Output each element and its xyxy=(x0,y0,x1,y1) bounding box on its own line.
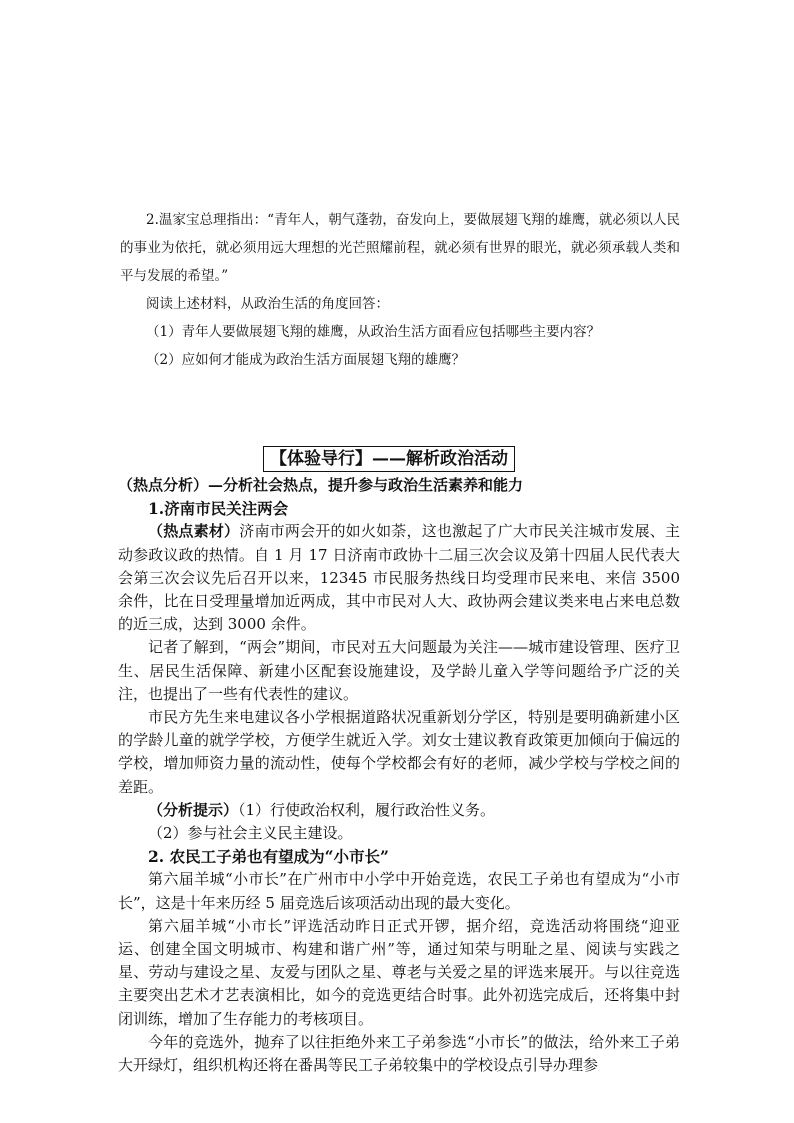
hotspot1-para2: 记者了解到，“两会”期间，市民对五大问题最为关注——城市建设管理、医疗卫生、居民生活保障、新建小区配套设施建设，及学龄儿童入学等问题给予广泛的关注，也提出了一些有代表性的建议。 xyxy=(118,638,680,703)
hotspot2-para3: 今年的竞选外，抛弃了以往拒绝外来工子弟参选“小市长”的做法，给外来工子弟大开绿灯，组织机构还将在番禺等民工子弟较集中的学校设点引导办理参 xyxy=(118,1032,680,1075)
analysis-label: （分析提示） xyxy=(148,800,239,819)
question-instruction: 阅读上述材料，从政治生活的角度回答： xyxy=(146,296,389,312)
material-label: （热点素材） xyxy=(148,522,240,541)
analysis-point-1: （1）行使政治权利，履行政治性义务。 xyxy=(238,800,496,819)
hotspot2-para2: 第六届羊城“小市长”评选活动昨日正式开锣，据介绍，竞选活动将围绕“迎亚运、创建全国文明城市、构建和谐广州”等，通过知荣与明耻之星、阅读与实践之星、劳动与建设之星、友爱与团队之星、尊老与关爱之星的评选来展开。与以往竞选主要突出艺术才艺表演相比，如今的竞选更结合时事。此外初选完成后，还将集中封闭训练，增加了生存能力的考核项目。 xyxy=(118,916,680,1028)
question-sub-2: （2）应如何才能成为政治生活方面展翅飞翔的雄鹰？ xyxy=(146,352,466,368)
hotspot2-para1: 第六届羊城“小市长”在广州市中小学中开始竞选，农民工子弟也有望成为“小市长”，这是十年来历经 5 届竞选后该项活动出现的最大变化。 xyxy=(118,870,680,912)
hotspot1-analysis xyxy=(118,799,680,822)
hotspot1-material xyxy=(118,520,680,636)
analysis-point-2: （2）参与社会主义民主建设。 xyxy=(148,824,353,843)
section-title: 【体验导行】——解析政治活动 xyxy=(263,446,515,472)
hotspot1-heading: 1.济南市民关注两会 xyxy=(148,499,289,519)
hotspot2-heading: 2. 农民工子弟也有望成为“小市长” xyxy=(148,847,389,867)
question-block xyxy=(120,206,680,374)
material-text: 济南市两会开的如火如荼，这也激起了广大市民关注城市发展、主动参政议政的热情。自 1 月 17 日济南市政协十二届三次会议及第十四届人民代表大会第三次会议先后召开以来，12345 市民服务热线日均受理市民来电、来信 3500 余件，比在日受理量增加近两成，其中市民对人大、政协两会建议类来电占来电总数的近三成，达到 3000 余件。 xyxy=(118,522,680,634)
section-subtitle: （热点分析）—分析社会热点，提升参与政治生活素养和能力 xyxy=(118,476,524,494)
question-sub-1: （1）青年人要做展翅飞翔的雄鹰，从政治生活方面看应包括哪些主要内容？ xyxy=(146,324,601,340)
article-body xyxy=(118,474,680,1077)
question-paragraph: 2.温家宝总理指出：“青年人，朝气蓬勃，奋发向上，要做展翅飞翔的雄鹰，就必须以人民的事业为依托，就必须用远大理想的光芒照耀前程，就必须有世界的眼光，就必须承载人类和平与发展的希望。” xyxy=(120,212,680,284)
hotspot1-para3: 市民方先生来电建议各小学根据道路状况重新划分学区，特别是要明确新建小区的学龄儿童的就学学校，方便学生就近入学。刘女士建议教育政策更加倾向于偏远的学校，增加师资力量的流动性，使每个学校都会有好的老师，减少学校与学校之间的差距。 xyxy=(118,708,680,796)
